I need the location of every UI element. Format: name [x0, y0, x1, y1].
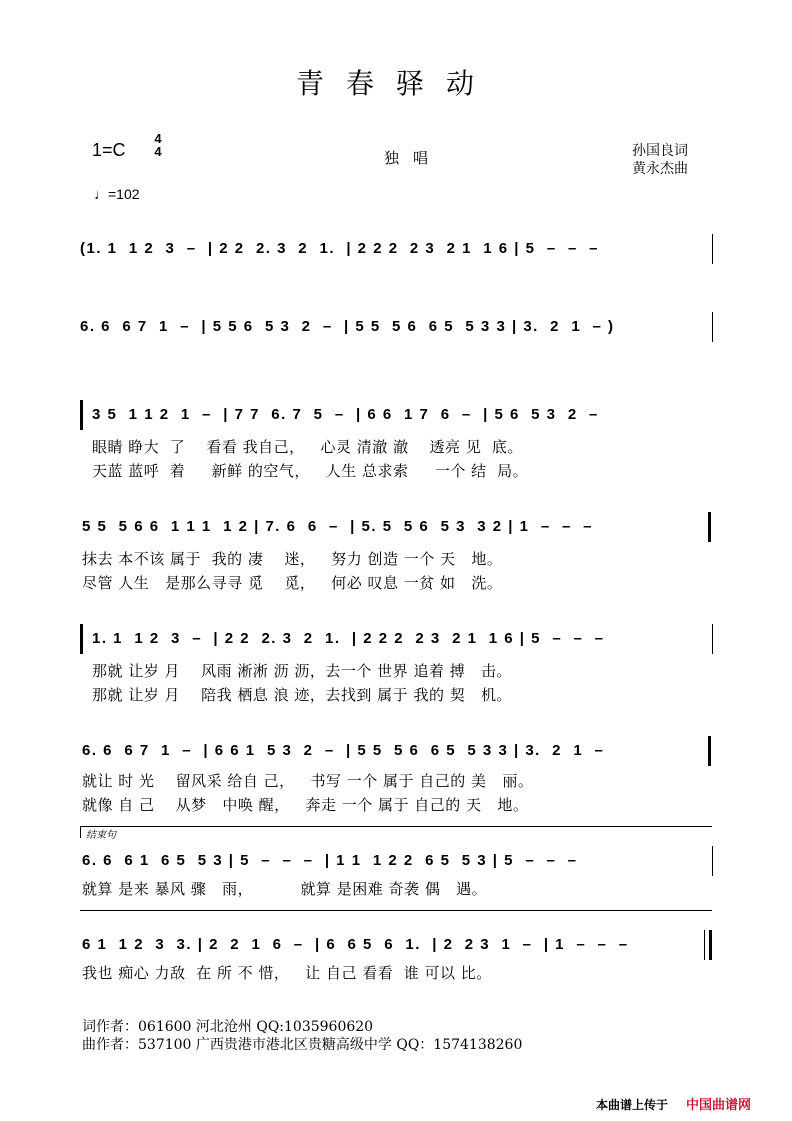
- lyric-row-5-verse-1: 那就 让岁 月 风雨 淅淅 沥 沥，去一个 世界 追着 搏 击。: [92, 662, 513, 680]
- ending-bracket: [80, 826, 712, 827]
- barline: [712, 312, 713, 342]
- ending-mark: 结束句: [86, 830, 116, 841]
- repeat-start-barline: [80, 624, 83, 654]
- section-rule: [80, 910, 712, 911]
- notation-row-1: (1. 1 1 2 3 – | 2 2 2. 3 2 1. | 2 2 2 2 3 2 1 1 6 | 5 – – –: [80, 240, 600, 257]
- lyric-row-3-verse-1: 眼睛 睁大 了 看看 我自己， 心灵 清澈 澈 透亮 见 底。: [92, 438, 523, 456]
- barline: [712, 846, 713, 876]
- composer-credit: 黄永杰曲: [632, 161, 688, 177]
- composer-info: 曲作者：537100 广西贵港市港北区贵糖高级中学 QQ：1574138260: [82, 1037, 523, 1053]
- lyric-row-6-verse-1: 就让 时 光 留风采 给自 己， 书写 一个 属于 自己的 美 丽。: [82, 772, 534, 790]
- repeat-end-barline: [708, 512, 711, 542]
- time-numerator: 4: [154, 131, 162, 146]
- time-denominator: 4: [154, 144, 162, 159]
- lyricist-info: 词作者：061600 河北沧州 QQ:1035960620: [82, 1019, 374, 1035]
- performance-mode: 独唱: [384, 149, 443, 167]
- final-barline-thin: [704, 930, 705, 960]
- notation-row-8: 6 1 1 2 3 3. | 2 2 1 6 – | 6 6 5 6 1. | 2 2 3 1 – | 1 – – –: [82, 936, 629, 953]
- song-title: 青春驿动: [295, 67, 496, 100]
- tempo-marking: ♩=102: [94, 186, 140, 202]
- barline: [712, 234, 713, 264]
- lyric-row-3-verse-2: 天蓝 蓝呼 着 新鲜 的空气， 人生 总求索 一个 结 局。: [92, 462, 529, 480]
- notation-row-5: 1. 1 1 2 3 – | 2 2 2. 3 2 1. | 2 2 2 2 3 2 1 1 6 | 5 – – –: [92, 630, 605, 647]
- lyric-row-4-verse-2: 尽管 人生 是那么寻寻 觅 觅， 何必 叹息 一贫 如 洗。: [82, 574, 503, 592]
- time-signature: [150, 132, 166, 158]
- lyric-row-5-verse-2: 那就 让岁 月 陪我 栖息 浪 迹，去找到 属于 我的 契 机。: [92, 686, 513, 704]
- lyric-row-7-verse-1: 就算 是来 暴风 骤 雨， 就算 是困难 奇袭 偶 遇。: [82, 880, 488, 898]
- notation-row-2: 6. 6 6 7 1 – | 5 5 6 5 3 2 – | 5 5 5 6 6 5 5 3 3 | 3. 2 1 – ): [80, 318, 615, 335]
- site-logo[interactable]: 中国曲谱网: [686, 1097, 752, 1112]
- key-signature: 1=C: [92, 140, 126, 160]
- notation-row-7: 6. 6 6 1 6 5 5 3 | 5 – – – | 1 1 1 2 2 6 5 5 3 | 5 – – –: [82, 852, 578, 869]
- barline: [712, 624, 713, 654]
- repeat-end-barline: [708, 736, 711, 766]
- lyric-row-6-verse-2: 就像 自 己 从梦 中唤 醒， 奔走 一个 属于 自己的 天 地。: [82, 796, 529, 814]
- lyric-row-8-verse-1: 我也 痴心 力敌 在 所 不 惜， 让 自己 看看 谁 可以 比。: [82, 964, 492, 982]
- notation-row-6: 6. 6 6 7 1 – | 6 6 1 5 3 2 – | 5 5 5 6 6 5 5 3 3 | 3. 2 1 –: [82, 742, 605, 759]
- lyricist-credit: 孙国良词: [632, 143, 688, 159]
- notation-row-4: 5 5 5 6 6 1 1 1 1 2 | 7. 6 6 – | 5. 5 5 6 5 3 3 2 | 1 – – –: [82, 518, 594, 535]
- repeat-start-barline: [80, 400, 83, 430]
- notation-row-3: 3 5 1 1 2 1 – | 7 7 6. 7 5 – | 6 6 1 7 6 – | 5 6 5 3 2 –: [92, 406, 599, 423]
- ending-bracket-left: [80, 826, 81, 838]
- final-barline-thick: [709, 930, 712, 960]
- lyric-row-4-verse-1: 抹去 本不该 属于 我的 凄 迷， 努力 创造 一个 天 地。: [82, 550, 503, 568]
- upload-note: 本曲谱上传于: [596, 1098, 669, 1112]
